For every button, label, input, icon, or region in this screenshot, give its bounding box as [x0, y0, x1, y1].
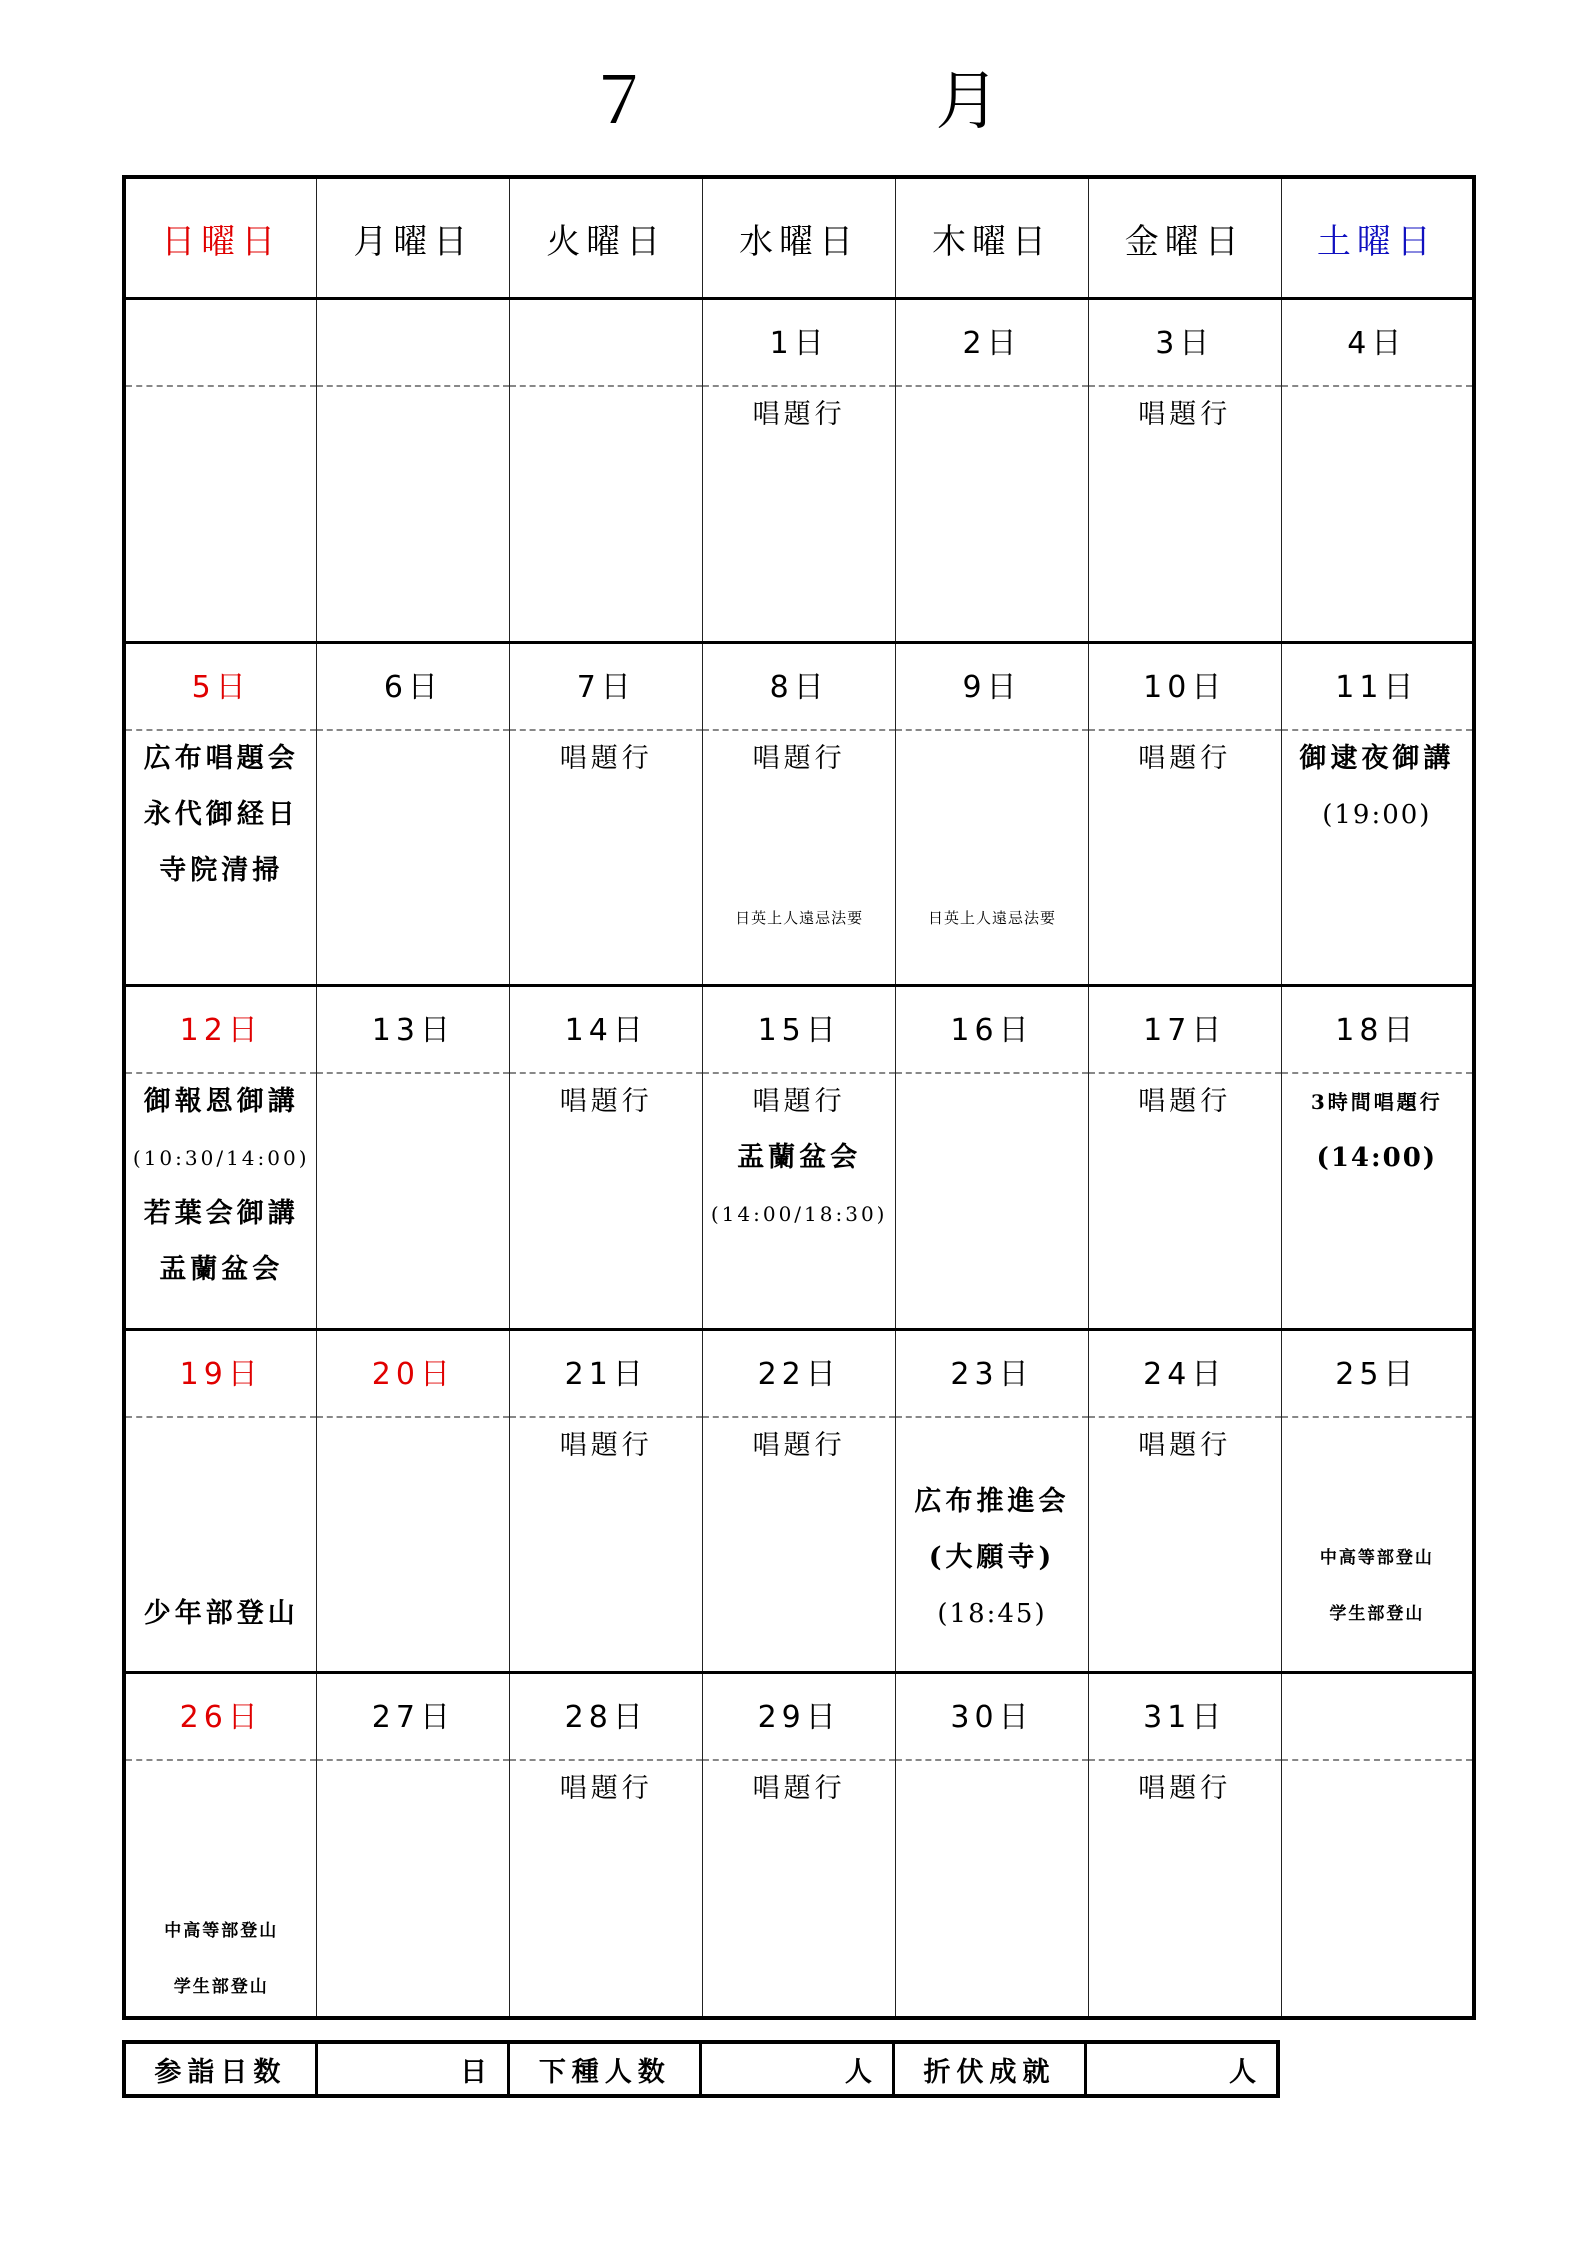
day-date	[1282, 1674, 1472, 1761]
event-label: 唱題行	[1138, 1773, 1232, 1805]
visits-label: 参詣日数	[124, 2042, 316, 2096]
weekday-thursday: 木曜日	[896, 177, 1089, 299]
day-date: 29日	[703, 1674, 895, 1761]
weekday-wednesday: 水曜日	[703, 177, 896, 299]
conversions-field[interactable]: 人	[1086, 2042, 1278, 2096]
day-date: 26日	[126, 1674, 316, 1761]
day-date: 7日	[510, 644, 702, 731]
day-cell	[510, 642, 703, 986]
event-label: 御逮夜御講	[1299, 742, 1455, 774]
day-date: 15日	[703, 987, 895, 1074]
day-cell	[896, 642, 1089, 986]
weekday-friday: 金曜日	[1088, 177, 1281, 299]
day-cell	[1088, 1329, 1281, 1673]
day-cell	[317, 1329, 510, 1673]
day-cell	[703, 299, 896, 643]
day-date: 11日	[1282, 644, 1472, 731]
event-label: 学生部登山	[173, 1977, 269, 1998]
day-date: 22日	[703, 1331, 895, 1418]
day-date: 10日	[1089, 644, 1281, 731]
memorial-note: 日英上人遠忌法要	[928, 909, 1057, 928]
day-cell	[1088, 1673, 1281, 2018]
event-time: (14:00/18:30)	[710, 1202, 888, 1227]
event-label: 学生部登山	[1329, 1603, 1425, 1624]
day-cell	[896, 1673, 1089, 2018]
week-row-2	[124, 642, 1474, 986]
week-row-4	[124, 1329, 1474, 1673]
day-date: 21日	[510, 1331, 702, 1418]
weekday-monday: 月曜日	[317, 177, 510, 299]
event-label: 唱題行	[1138, 399, 1232, 431]
shakubuku-people-label: 下種人数	[509, 2042, 701, 2096]
day-date: 30日	[896, 1674, 1088, 1761]
day-cell	[510, 299, 703, 643]
event-label: 広布唱題会	[143, 742, 299, 774]
day-cell	[1281, 299, 1474, 643]
event-label: 少年部登山	[143, 1597, 299, 1629]
day-date: 5日	[126, 644, 316, 731]
week-row-5	[124, 1673, 1474, 2018]
day-cell	[510, 986, 703, 1330]
day-cell	[896, 299, 1089, 643]
event-label: 唱題行	[559, 742, 653, 774]
conversions-label: 折伏成就	[893, 2042, 1085, 2096]
day-cell	[1281, 986, 1474, 1330]
day-date: 13日	[317, 987, 509, 1074]
day-date-holiday: 20日	[317, 1331, 509, 1418]
day-date: 25日	[1282, 1331, 1472, 1418]
day-cell	[703, 642, 896, 986]
event-label: 若葉会御講	[143, 1198, 299, 1230]
event-label: 盂蘭盆会	[737, 1142, 862, 1174]
day-date: 16日	[896, 987, 1088, 1074]
event-label: 3時間唱題行	[1310, 1090, 1443, 1115]
day-date	[317, 300, 509, 387]
day-cell	[1281, 642, 1474, 986]
day-cell	[124, 1673, 317, 2018]
event-label: 唱題行	[1138, 742, 1232, 774]
event-label: 唱題行	[559, 1773, 653, 1805]
day-cell	[1281, 1673, 1474, 2018]
day-date: 14日	[510, 987, 702, 1074]
event-time: (18:45)	[937, 1598, 1047, 1629]
day-date: 23日	[896, 1331, 1088, 1418]
event-label: 中高等部登山	[164, 1921, 279, 1942]
week-row-3	[124, 986, 1474, 1330]
day-date: 9日	[896, 644, 1088, 731]
day-date: 18日	[1282, 987, 1472, 1074]
day-cell	[1088, 986, 1281, 1330]
event-label: 広布推進会	[914, 1485, 1070, 1517]
day-cell	[510, 1673, 703, 2018]
day-cell	[1281, 1329, 1474, 1673]
summary-row	[124, 2042, 1278, 2096]
day-cell	[124, 1329, 317, 1673]
day-cell	[317, 986, 510, 1330]
event-time: (19:00)	[1322, 799, 1432, 830]
day-cell	[703, 1673, 896, 2018]
day-cell	[124, 299, 317, 643]
day-cell	[703, 1329, 896, 1673]
day-date: 2日	[896, 300, 1088, 387]
page-title: ７ 月	[587, 65, 1110, 139]
calendar-table	[122, 175, 1476, 2020]
day-date: 19日	[126, 1331, 316, 1418]
memorial-note: 日英上人遠忌法要	[735, 909, 864, 928]
event-label: 中高等部登山	[1319, 1547, 1434, 1568]
event-label: 永代御経日	[143, 798, 299, 830]
day-cell	[124, 986, 317, 1330]
event-label: 寺院清掃	[159, 854, 284, 886]
day-date: 1日	[703, 300, 895, 387]
day-cell	[703, 986, 896, 1330]
event-label: 唱題行	[752, 399, 846, 431]
event-label: 唱題行	[752, 1429, 846, 1461]
event-label: 盂蘭盆会	[159, 1254, 284, 1286]
day-cell	[896, 986, 1089, 1330]
weekday-tuesday: 火曜日	[510, 177, 703, 299]
event-label: (大願寺)	[928, 1541, 1056, 1573]
event-label: 唱題行	[752, 1086, 846, 1118]
day-date: 24日	[1089, 1331, 1281, 1418]
day-date: 4日	[1282, 300, 1472, 387]
day-date: 8日	[703, 644, 895, 731]
summary-table	[122, 2040, 1280, 2098]
event-time: (14:00)	[1316, 1143, 1438, 1174]
weekday-saturday: 土曜日	[1281, 177, 1474, 299]
day-date: 6日	[317, 644, 509, 731]
day-cell	[1088, 299, 1281, 643]
shakubuku-people-field[interactable]: 人	[701, 2042, 893, 2096]
event-label: 唱題行	[1138, 1429, 1232, 1461]
week-row-1	[124, 299, 1474, 643]
day-date: 31日	[1089, 1674, 1281, 1761]
day-date: 28日	[510, 1674, 702, 1761]
event-label: 唱題行	[559, 1429, 653, 1461]
day-cell	[317, 1673, 510, 2018]
day-date: 3日	[1089, 300, 1281, 387]
visits-field[interactable]: 日	[316, 2042, 508, 2096]
day-date: 12日	[126, 987, 316, 1074]
day-cell	[317, 299, 510, 643]
day-cell	[317, 642, 510, 986]
weekday-header-row	[124, 177, 1474, 299]
event-label: 唱題行	[559, 1086, 653, 1118]
day-cell	[510, 1329, 703, 1673]
day-cell	[124, 642, 317, 986]
event-label: 唱題行	[1138, 1086, 1232, 1118]
day-date: 17日	[1089, 987, 1281, 1074]
day-date	[510, 300, 702, 387]
day-cell	[1088, 642, 1281, 986]
event-label: 唱題行	[752, 1773, 846, 1805]
day-cell	[896, 1329, 1089, 1673]
day-date: 27日	[317, 1674, 509, 1761]
weekday-sunday: 日曜日	[124, 177, 317, 299]
day-date	[126, 300, 316, 387]
event-label: 唱題行	[752, 742, 846, 774]
event-label: 御報恩御講	[143, 1086, 299, 1118]
event-time: (10:30/14:00)	[132, 1146, 310, 1171]
